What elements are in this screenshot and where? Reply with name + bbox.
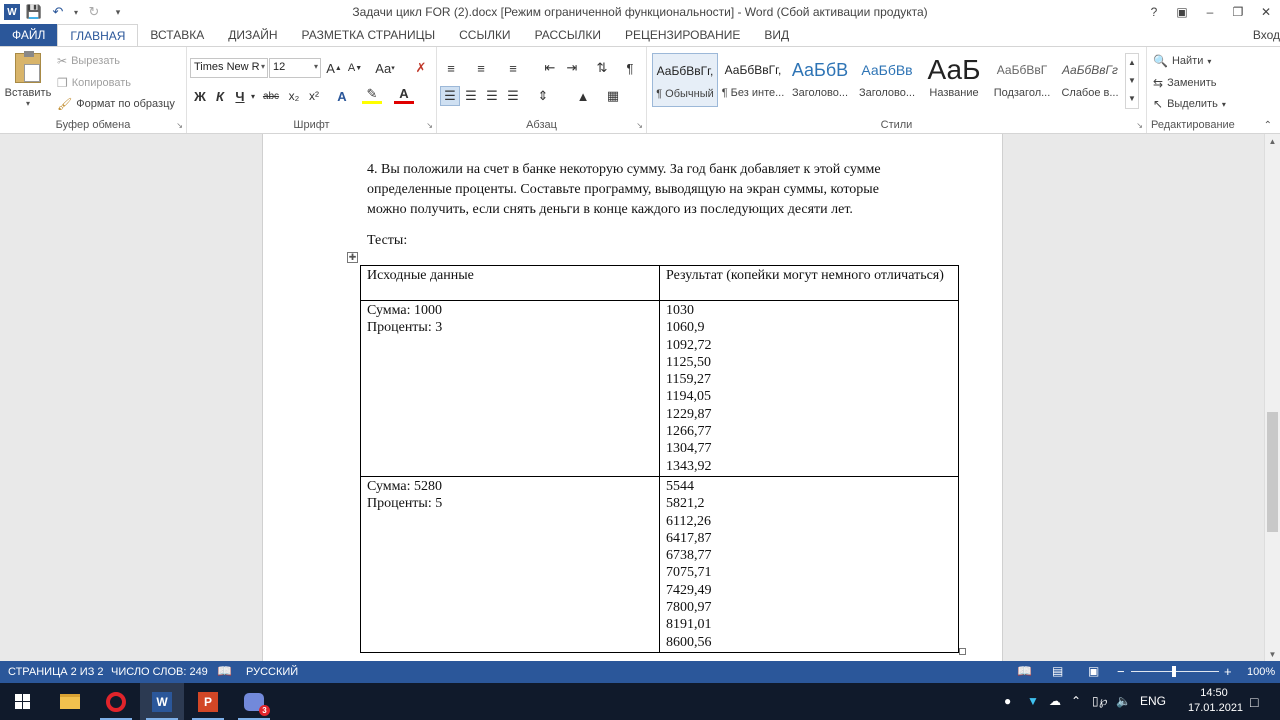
help-button[interactable]: ? [1150, 5, 1158, 19]
result-line: 7800,97 [666, 600, 712, 616]
style-name: Название [929, 87, 979, 99]
styles-scroll [1125, 53, 1139, 109]
undo-dropdown-icon[interactable]: ▾ [73, 7, 78, 17]
result-line: 1194,05 [666, 389, 711, 405]
result-line: 6738,77 [666, 548, 712, 564]
align-left-icon[interactable]: ☰ [440, 86, 460, 106]
font-size-dropdown-icon[interactable]: ▾ [313, 62, 318, 71]
window-controls [1140, 0, 1280, 24]
table-row [361, 301, 959, 477]
result-line: 1266,77 [666, 424, 712, 440]
style-no-spacing[interactable] [720, 53, 786, 107]
start-button[interactable] [0, 683, 44, 720]
volume-icon[interactable]: 🔈 [1116, 694, 1131, 708]
scroll-thumb[interactable] [1267, 412, 1278, 532]
justify-icon[interactable]: ☰ [507, 88, 519, 103]
zoom-slider-knob[interactable] [1172, 666, 1176, 677]
styles-group-label: Стили [880, 119, 913, 131]
copy-button[interactable] [57, 76, 131, 90]
align-center-icon[interactable]: ☰ [465, 88, 477, 103]
styles-group [647, 47, 1147, 133]
font-launcher-icon[interactable]: ↘ [426, 121, 433, 130]
format-painter-button[interactable] [57, 97, 175, 111]
print-layout-icon[interactable]: ▤ [1052, 664, 1064, 678]
replace-button[interactable] [1153, 76, 1217, 90]
network-icon[interactable]: ℘ [1099, 694, 1108, 708]
style-sample: АаБбВвГг, [656, 64, 714, 78]
result-line: 6112,26 [666, 513, 711, 529]
paragraph-launcher-icon[interactable]: ↘ [636, 121, 643, 130]
result-line: 1343,92 [666, 458, 712, 474]
zoom-in-button[interactable]: + [1224, 664, 1232, 679]
result-line: 1159,27 [666, 372, 711, 388]
bullets-icon[interactable]: ≡ [447, 60, 455, 76]
zoom-level[interactable]: 100% [1247, 666, 1276, 678]
style-sample: АаБ [927, 54, 981, 85]
underline-dropdown-icon[interactable]: ▾ [250, 91, 255, 101]
folder-icon [60, 694, 80, 709]
style-normal[interactable] [652, 53, 718, 107]
table-header-row [361, 266, 959, 301]
window-title: Задачи цикл FOR (2).docx [Режим ограниченной функциональности] - Word (Сбой активации продукта) [352, 5, 928, 19]
table-cell-input [361, 301, 660, 477]
font-color-icon[interactable]: A [394, 86, 414, 104]
italic-button[interactable]: К [216, 88, 224, 104]
tab-home[interactable]: ГЛАВНАЯ [57, 24, 138, 46]
scroll-down-icon[interactable]: ▼ [1268, 649, 1277, 659]
clear-formatting-icon[interactable]: ✗ [415, 60, 427, 75]
style-title[interactable] [921, 53, 987, 107]
sign-in-link[interactable]: Вход [1252, 28, 1280, 42]
read-mode-icon[interactable]: 📖 [1017, 664, 1032, 678]
table-cell-input [361, 476, 660, 652]
taskbar-opera[interactable] [94, 683, 138, 720]
font-group [187, 47, 437, 133]
page-count[interactable]: СТРАНИЦА 2 ИЗ 2 [8, 666, 104, 678]
table-cell-results [660, 301, 959, 477]
editing-group [1147, 47, 1280, 133]
clipboard-launcher-icon[interactable]: ↘ [176, 121, 183, 130]
task-text-line: определенные проценты. Составьте программу, выводящую на экран суммы, которые [367, 182, 879, 197]
web-layout-icon[interactable]: ▣ [1088, 664, 1100, 678]
clock[interactable] [1188, 686, 1244, 716]
grow-font-label: A [326, 60, 335, 76]
language-indicator[interactable]: РУССКИЙ [246, 666, 299, 678]
result-line: 1030 [666, 303, 694, 318]
text-effects-icon[interactable]: A [337, 88, 347, 104]
increase-indent-icon[interactable]: ⇥ [566, 60, 578, 75]
style-name: Заголово... [858, 87, 916, 99]
find-label: Найти [1171, 55, 1204, 67]
status-bar [0, 661, 1280, 683]
styles-scroll-up-icon[interactable]: ▲ [1128, 58, 1136, 67]
taskbar-discord[interactable] [232, 683, 276, 720]
result-line: 1092,72 [666, 337, 712, 353]
close-icon[interactable]: ✕ [1260, 5, 1272, 19]
windows-logo-icon [15, 694, 30, 709]
result-line: 7075,71 [666, 565, 712, 581]
discord-icon [244, 693, 267, 715]
borders-icon[interactable]: ▦ [606, 88, 620, 103]
input-line: Сумма: 1000 [367, 303, 443, 318]
tests-label: Тесты: [367, 233, 408, 248]
table-resize-handle[interactable] [959, 648, 966, 655]
table-move-handle-icon[interactable]: ✚ [348, 252, 357, 262]
cut-button[interactable] [57, 54, 120, 68]
select-button[interactable] [1153, 97, 1226, 111]
result-line: 6417,87 [666, 530, 712, 546]
taskbar-powerpoint[interactable] [186, 683, 230, 720]
style-heading-1[interactable] [787, 53, 853, 107]
grow-font-button[interactable]: A ▲ [326, 60, 342, 76]
font-group-label: Шрифт [293, 119, 330, 131]
result-line: 5821,2 [666, 496, 705, 512]
editing-group-label: Редактирование [1151, 119, 1235, 131]
ribbon-display-options-icon[interactable]: ▣ [1176, 5, 1188, 19]
input-language[interactable]: ENG [1140, 694, 1167, 708]
task-text-line: можно получить, если снять деньги в конце каждого из последующих десяти лет. [367, 202, 853, 217]
result-line: 1125,50 [666, 354, 711, 370]
multilevel-list-icon[interactable]: ≡ [509, 60, 517, 76]
style-sample: АаБбВвГ [996, 63, 1048, 77]
style-sample: АаБбВ [791, 59, 849, 80]
taskbar-explorer[interactable] [48, 683, 92, 720]
replace-icon: ⇆ [1153, 76, 1164, 90]
cloud-icon[interactable]: ☁ [1049, 694, 1061, 708]
word-logo-icon: W [4, 4, 20, 20]
customize-qat-icon[interactable]: ▾ [115, 6, 121, 17]
result-line: 1229,87 [666, 406, 712, 422]
font-name-dropdown-icon[interactable]: ▾ [260, 62, 265, 71]
document-page[interactable] [262, 134, 1003, 661]
numbering-icon[interactable]: ≡ [477, 60, 485, 76]
tab-view[interactable]: ВИД [764, 28, 790, 42]
result-line: 1060,9 [666, 320, 705, 336]
replace-label: Заменить [1167, 77, 1217, 89]
taskbar-word[interactable] [140, 683, 184, 720]
underline-button[interactable]: Ч [235, 88, 245, 104]
tab-mailings[interactable]: РАССЫЛКИ [534, 28, 601, 42]
table-row [361, 476, 959, 652]
font-name-value: Times New R [194, 61, 260, 73]
clock-date: 17.01.2021 [1188, 702, 1244, 714]
shield-icon[interactable]: ▼ [1027, 694, 1039, 708]
scissors-icon: ✂ [57, 54, 68, 68]
opera-icon [106, 692, 126, 712]
styles-launcher-icon[interactable]: ↘ [1136, 121, 1143, 130]
find-button[interactable] [1153, 54, 1211, 68]
highlight-color-icon[interactable]: ✎ [362, 86, 382, 104]
select-label: Выделить [1167, 98, 1218, 110]
paste-dropdown-icon[interactable]: ▾ [25, 99, 30, 108]
align-right-icon[interactable]: ☰ [486, 88, 498, 103]
action-center-icon[interactable]: □ [1250, 694, 1259, 710]
collapse-ribbon-icon[interactable]: ⌃ [1263, 120, 1272, 131]
input-line: Проценты: 5 [367, 496, 443, 512]
tab-insert[interactable]: ВСТАВКА [150, 28, 205, 42]
redo-icon[interactable]: ↻ [88, 4, 100, 19]
result-line: 1304,77 [666, 441, 712, 457]
format-painter-label: Формат по образцу [76, 98, 175, 110]
task-text-line: 4. Вы положили на счет в банке некоторую сумму. За год банк добавляет к этой сумме [367, 162, 881, 177]
bold-button[interactable]: Ж [194, 88, 206, 104]
table-cell-results [660, 476, 959, 652]
result-line: 8191,01 [666, 617, 712, 633]
style-name: Подзагол... [993, 87, 1051, 99]
find-dropdown-icon[interactable]: ▾ [1207, 56, 1212, 66]
shading-icon[interactable]: ▲ [576, 88, 590, 104]
tests-table[interactable] [360, 265, 959, 653]
show-formatting-marks-icon[interactable]: ¶ [626, 60, 634, 76]
shrink-font-button[interactable]: A ▼ [347, 62, 363, 74]
cursor-icon: ↖ [1153, 97, 1164, 111]
style-name: Слабое в... [1061, 87, 1119, 99]
clipboard-icon [15, 53, 41, 83]
font-size-value: 12 [273, 61, 286, 73]
paragraph-group-label: Абзац [526, 119, 557, 131]
tab-page-layout[interactable]: РАЗМЕТКА СТРАНИЦЫ [301, 28, 436, 42]
result-line: 5544 [666, 478, 694, 494]
zoom-out-button[interactable]: − [1117, 664, 1125, 679]
change-case-button[interactable]: Aa ▾ [375, 60, 395, 76]
notification-badge: 3 [259, 705, 270, 716]
minimize-icon[interactable]: – [1206, 5, 1214, 19]
input-line: Проценты: 3 [367, 320, 443, 336]
input-line: Сумма: 5280 [367, 478, 443, 494]
paragraph-group [437, 47, 647, 133]
title-bar [0, 0, 1280, 24]
strikethrough-button[interactable]: abc [262, 90, 280, 102]
subscript-button[interactable]: x₂ [288, 89, 300, 103]
clipboard-group [0, 47, 187, 133]
font-name-combo[interactable] [190, 58, 268, 78]
word-icon: W [152, 692, 172, 712]
result-line: 8600,56 [666, 634, 712, 650]
copy-label: Копировать [71, 77, 131, 89]
show-hidden-icons-icon[interactable]: ⌃ [1071, 694, 1082, 708]
style-name: ¶ Без инте... [721, 87, 785, 99]
taskbar [0, 683, 1280, 720]
tab-design[interactable]: ДИЗАЙН [228, 28, 278, 42]
paintbrush-icon: 🖌 [57, 97, 73, 111]
decrease-indent-icon[interactable]: ⇤ [544, 60, 556, 75]
proofing-icon[interactable]: 📖 [217, 664, 232, 678]
document-area[interactable] [0, 134, 1264, 661]
tab-file[interactable]: ФАЙЛ [0, 24, 57, 46]
paste-label: Вставить [4, 87, 52, 99]
style-sample: АаБбВвГг, [724, 63, 782, 77]
style-sample: АаБбВв [861, 62, 913, 78]
ribbon-tabs [0, 24, 1280, 46]
result-line: 7429,49 [666, 582, 712, 598]
discord-tray-icon[interactable]: ● [1004, 694, 1012, 708]
clock-time: 14:50 [1200, 687, 1228, 699]
vertical-scrollbar[interactable] [1264, 134, 1280, 661]
copy-icon: ❐ [57, 76, 68, 90]
restore-icon[interactable]: ❐ [1232, 5, 1244, 19]
binoculars-icon: 🔍 [1153, 54, 1168, 68]
change-case-label: Aa [375, 60, 392, 76]
styles-scroll-down-icon[interactable]: ▼ [1128, 76, 1136, 85]
tab-review[interactable]: РЕЦЕНЗИРОВАНИЕ [624, 28, 741, 42]
style-heading-2[interactable] [854, 53, 920, 107]
select-dropdown-icon[interactable]: ▾ [1221, 99, 1226, 109]
word-count[interactable]: ЧИСЛО СЛОВ: 249 [111, 666, 208, 678]
battery-icon[interactable]: ▯ [1092, 694, 1099, 708]
font-size-combo[interactable] [269, 58, 321, 78]
save-icon[interactable]: 💾 [25, 4, 43, 19]
paste-button[interactable] [4, 51, 52, 113]
table-header-cell: Исходные данные [361, 266, 660, 301]
style-name: Заголово... [791, 87, 849, 99]
cut-label: Вырезать [71, 55, 120, 67]
clipboard-group-label: Буфер обмена [55, 119, 131, 131]
sort-icon[interactable]: ⇅ [596, 60, 608, 75]
style-sample: АаБбВвГг [1062, 63, 1118, 77]
style-subtle-emphasis[interactable] [1057, 53, 1123, 107]
style-subtitle[interactable] [989, 53, 1055, 107]
scroll-up-icon[interactable]: ▲ [1268, 136, 1277, 146]
shrink-font-label: A [347, 62, 356, 74]
undo-icon[interactable]: ↶ [52, 4, 64, 19]
tab-references[interactable]: ССЫЛКИ [459, 28, 511, 42]
superscript-button[interactable]: x² [309, 89, 319, 103]
styles-more-icon[interactable]: ▼ [1128, 94, 1136, 103]
ribbon [0, 46, 1280, 134]
line-spacing-icon[interactable]: ⇕ [537, 88, 549, 103]
style-name: ¶ Обычный [656, 88, 714, 100]
powerpoint-icon: P [198, 692, 218, 712]
table-header-cell: Результат (копейки могут немного отличаться) [660, 266, 959, 301]
